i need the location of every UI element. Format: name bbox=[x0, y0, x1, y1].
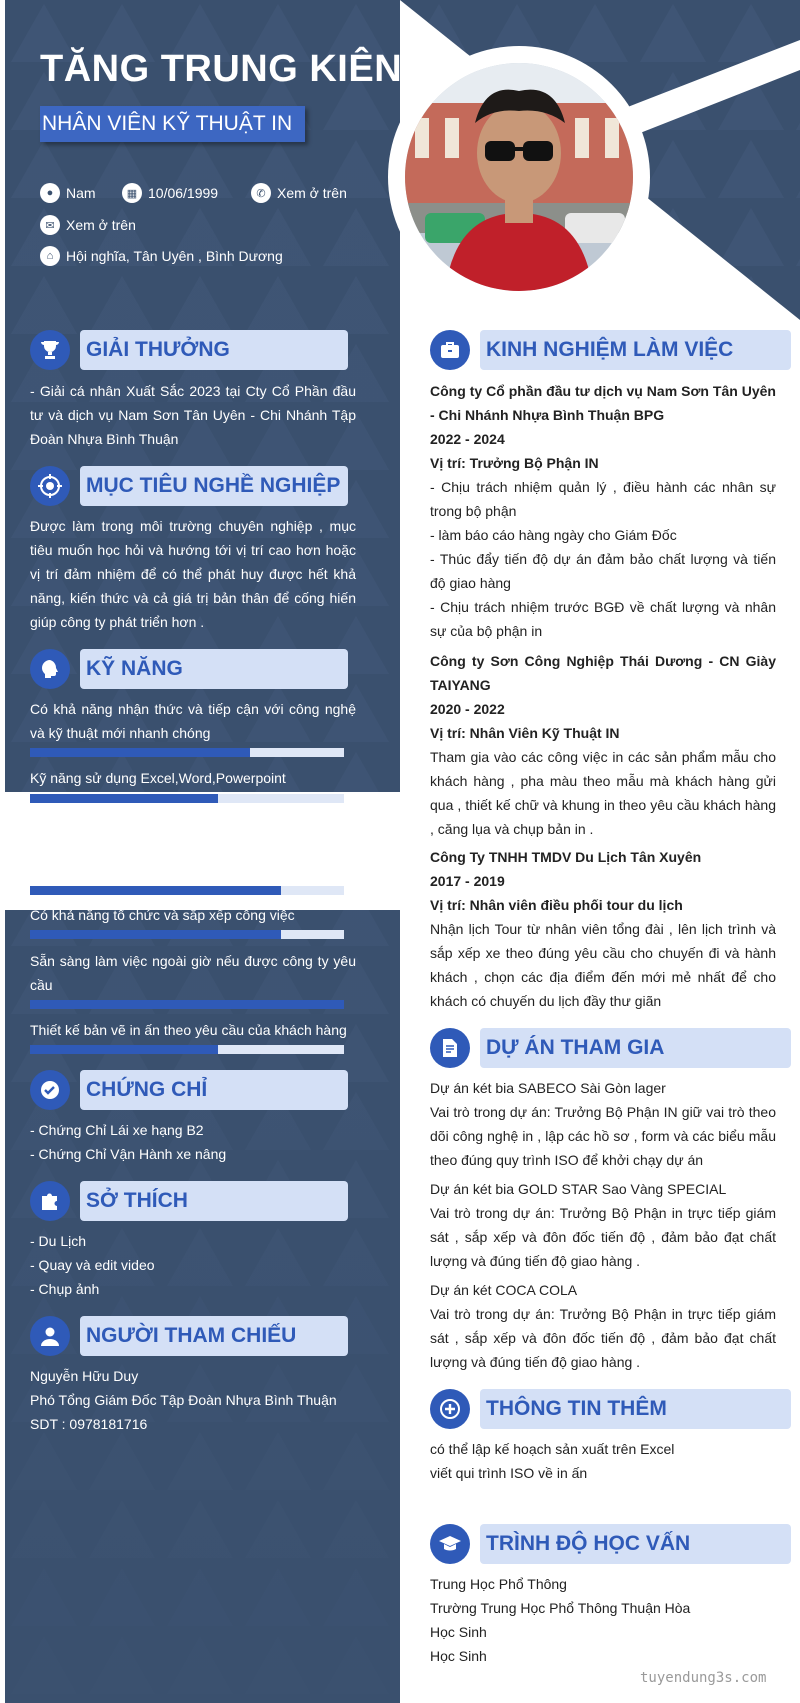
address-info bbox=[40, 246, 283, 266]
education-line: Trung Học Phổ Thông bbox=[430, 1576, 567, 1592]
experience-job-2 bbox=[430, 649, 776, 841]
project-name: Dự án két bia SABECO Sài Gòn lager bbox=[430, 1080, 666, 1096]
watermark: tuyendung3s.com bbox=[640, 1670, 767, 1686]
job-period: 2020 - 2022 bbox=[430, 701, 505, 717]
trophy-icon bbox=[30, 330, 70, 370]
phone-value: Xem ở trên bbox=[277, 185, 347, 201]
reference-line: SDT : 0978181716 bbox=[30, 1416, 148, 1432]
address-value: Hội nghĩa, Tân Uyên , Bình Dương bbox=[66, 248, 283, 264]
job-duty: - Chịu trách nhiệm trước BGĐ về chất lượng và nhân sự của bộ phận in bbox=[430, 599, 776, 639]
award-line: - Giải cá nhân Xuất Sắc 2023 tại Cty Cổ Phần đầu tư và dịch vụ Nam Sơn Tân Uyên - Chi Nhánh Tập Đoàn Nhựa Bình Thuận bbox=[30, 383, 356, 447]
reference-line: Nguyễn Hữu Duy bbox=[30, 1368, 139, 1384]
experience-job-3 bbox=[430, 845, 776, 1013]
job-duty: Nhận lịch Tour từ nhân viên tổng đài , lên lịch trình và sắp xếp xe theo đúng yêu cầu cho chuyến đi và hành khách , chọn các địa điểm đến mới mẻ nhất để cho khách có chuyến du lịch đầy thư giãn bbox=[430, 921, 776, 1009]
graduation-cap-icon bbox=[430, 1524, 470, 1564]
certificate-line: - Chứng Chỉ Vận Hành xe nâng bbox=[30, 1146, 227, 1162]
skill-fill bbox=[30, 794, 218, 803]
brain-icon bbox=[30, 649, 70, 689]
skill-label: Có khả năng nhận thức và tiếp cận với công nghệ và kỹ thuật mới nhanh chóng bbox=[30, 701, 356, 741]
email-value: Xem ở trên bbox=[66, 217, 136, 233]
reference-line: Phó Tổng Giám Đốc Tập Đoàn Nhựa Bình Thuận bbox=[30, 1392, 337, 1408]
hobby-line: - Quay và edit video bbox=[30, 1257, 155, 1273]
certificates-text bbox=[30, 1118, 356, 1166]
skill-bar bbox=[30, 748, 344, 757]
user-icon: ● bbox=[40, 183, 60, 203]
section-title: KINH NGHIỆM LÀM VIỆC bbox=[480, 330, 791, 370]
section-title: NGƯỜI THAM CHIẾU bbox=[80, 1316, 348, 1356]
additional-text bbox=[430, 1437, 776, 1485]
project-name: Dự án két bia GOLD STAR Sao Vàng SPECIAL bbox=[430, 1181, 727, 1197]
skill-bar bbox=[30, 1000, 344, 1009]
education-line: Trường Trung Học Phổ Thông Thuận Hòa bbox=[430, 1600, 691, 1616]
section-title: CHỨNG CHỈ bbox=[80, 1070, 348, 1110]
skill-bar bbox=[30, 794, 344, 803]
avatar-photo bbox=[405, 63, 633, 291]
phone-icon: ✆ bbox=[251, 183, 271, 203]
career-goal-text: Được làm trong môi trường chuyên nghiệp , mục tiêu muốn học hỏi và hướng tới vị trí cao hơn hoặc vị trí đảm nhiệm để có thể phát huy được hết khả năng, kiến thức và cả giá trị bản thân để cống hiến giúp công ty phát triển hơn . bbox=[30, 518, 356, 630]
skill-fill bbox=[30, 930, 281, 939]
job-position: Vị trí: Trưởng Bộ Phận IN bbox=[430, 455, 599, 471]
badge-check-icon bbox=[30, 1070, 70, 1110]
birthdate-value: 10/06/1999 bbox=[148, 185, 219, 201]
skill-fill bbox=[30, 886, 281, 895]
skill-label: Kỹ năng sử dụng Excel,Word,Powerpoint bbox=[30, 770, 286, 786]
education-text bbox=[430, 1572, 776, 1668]
job-period: 2017 - 2019 bbox=[430, 873, 505, 889]
company-name: Công Ty TNHH TMDV Du Lịch Tân Xuyên bbox=[430, 849, 702, 865]
avatar bbox=[405, 63, 633, 291]
awards-text bbox=[30, 379, 356, 451]
section-title: GIẢI THƯỞNG bbox=[80, 330, 348, 370]
job-position: Vị trí: Nhân Viên Kỹ Thuật IN bbox=[430, 725, 620, 741]
company-name: Công ty Sơn Công Nghiệp Thái Dương - CN Giày TAIYANG bbox=[430, 653, 776, 693]
additional-line: có thể lập kế hoạch sản xuất trên Excel bbox=[430, 1441, 675, 1457]
project-role: Vai trò trong dự án: Trưởng Bộ Phận IN giữ vai trò theo dõi công nghệ in , lập các hồ sơ , form và các biểu mẫu theo đúng quy trình ISO để khởi chạy dự án bbox=[430, 1104, 776, 1168]
job-duty: - làm báo cáo hàng ngày cho Giám Đốc bbox=[430, 527, 677, 543]
section-title: DỰ ÁN THAM GIA bbox=[480, 1028, 791, 1068]
puzzle-icon bbox=[30, 1181, 70, 1221]
skill-fill bbox=[30, 1000, 344, 1009]
section-title: SỞ THÍCH bbox=[80, 1181, 348, 1221]
projects-list bbox=[430, 1076, 776, 1374]
hobbies-text bbox=[30, 1229, 356, 1301]
calendar-icon: ▦ bbox=[122, 183, 142, 203]
job-duty: - Thúc đẩy tiến độ dự án đảm bảo chất lượng và tiến độ giao hàng bbox=[430, 551, 776, 591]
job-duty: - Chịu trách nhiệm quản lý , điều hành các nhân sự trong bộ phận bbox=[430, 479, 776, 519]
gender-value: Nam bbox=[66, 185, 96, 201]
hobby-line: - Chụp ảnh bbox=[30, 1281, 100, 1297]
section-title: KỸ NĂNG bbox=[80, 649, 348, 689]
job-duty: Tham gia vào các công việc in các sản phẩm mẫu cho khách hàng , pha màu theo mẫu mà khách hàng gửi qua , thiết kế chữ và khung in theo yêu cầu khách hàng , căng lụa và chụp bản in . bbox=[430, 749, 776, 837]
skill-label: Có khả năng tổ chức và sắp xếp công việc bbox=[30, 907, 295, 923]
education-line: Học Sinh bbox=[430, 1624, 487, 1640]
project-name: Dự án két COCA COLA bbox=[430, 1282, 578, 1298]
hobby-line: - Du Lịch bbox=[30, 1233, 87, 1249]
education-line: Học Sinh bbox=[430, 1648, 487, 1664]
company-name: Công ty Cổ phần đầu tư dịch vụ Nam Sơn Tân Uyên - Chi Nhánh Nhựa Bình Thuận BPG bbox=[430, 383, 776, 423]
job-title: NHÂN VIÊN KỸ THUẬT IN bbox=[40, 106, 305, 142]
project-role: Vai trò trong dự án: Trưởng Bộ Phận in trực tiếp giám sát , sắp xếp và đôn đốc tiến độ , đảm bảo đạt chất lượng và đúng tiến độ giao hàng . bbox=[430, 1205, 776, 1269]
references-text bbox=[30, 1364, 356, 1436]
skill-bar bbox=[30, 886, 344, 895]
home-icon: ⌂ bbox=[40, 246, 60, 266]
target-icon bbox=[30, 466, 70, 506]
skill-label: Sẵn sàng làm việc ngoài giờ nếu được công ty yêu cầu bbox=[30, 953, 356, 993]
skill-label: Thiết kế bản vẽ in ấn theo yêu cầu của khách hàng bbox=[30, 1022, 347, 1038]
job-position: Vị trí: Nhân viên điều phối tour du lịch bbox=[430, 897, 683, 913]
project-role: Vai trò trong dự án: Trưởng Bộ Phận in trực tiếp giám sát , sắp xếp và đôn đốc tiến độ , đảm bảo đạt chất lượng và đúng tiến độ giao hàng . bbox=[430, 1306, 776, 1370]
experience-job-1 bbox=[430, 379, 776, 643]
section-title: TRÌNH ĐỘ HỌC VẤN bbox=[480, 1524, 791, 1564]
skill-fill bbox=[30, 1045, 218, 1054]
mail-icon: ✉ bbox=[40, 215, 60, 235]
skill-bar bbox=[30, 1045, 344, 1054]
job-period: 2022 - 2024 bbox=[430, 431, 505, 447]
certificate-line: - Chứng Chỉ Lái xe hạng B2 bbox=[30, 1122, 204, 1138]
section-title: MỤC TIÊU NGHỀ NGHIỆP bbox=[80, 466, 348, 506]
candidate-name: TĂNG TRUNG KIÊN bbox=[40, 48, 403, 90]
gender-info bbox=[40, 183, 96, 203]
phone-info bbox=[251, 183, 347, 203]
birthdate-info bbox=[122, 183, 218, 203]
email-info bbox=[40, 215, 136, 235]
document-gear-icon bbox=[430, 1028, 470, 1068]
skill-bar bbox=[30, 930, 344, 939]
skill-fill bbox=[30, 748, 250, 757]
section-title: THÔNG TIN THÊM bbox=[480, 1389, 791, 1429]
person-icon bbox=[30, 1316, 70, 1356]
briefcase-icon bbox=[430, 330, 470, 370]
plus-icon bbox=[430, 1389, 470, 1429]
additional-line: viết qui trình ISO về in ấn bbox=[430, 1465, 588, 1481]
